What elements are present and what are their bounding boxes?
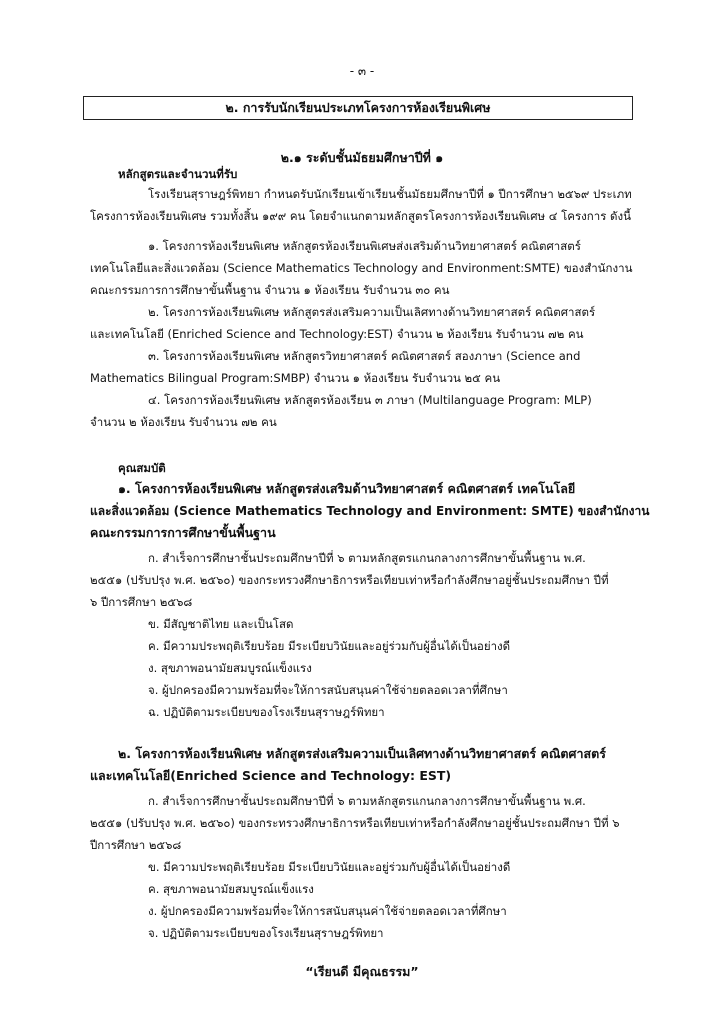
subsection-title: ๒.๑ ระดับชั้นมัธยมศึกษาปีที่ ๑	[280, 150, 444, 165]
criterion-line: ค. สุขภาพอนามัยสมบูรณ์แข็งแรง	[148, 882, 314, 896]
program-item-line: คณะกรรมการการศึกษาขั้นพื้นฐาน จำนวน ๑ ห้องเรียน รับจำนวน ๓๐ คน	[90, 283, 450, 297]
criterion-line: ๖ ปีการศึกษา ๒๕๖๘	[90, 595, 193, 609]
curriculum-intro-line: โครงการห้องเรียนพิเศษ รวมทั้งสิ้น ๑๙๙ คน โดยจำแนกตามหลักสูตรโครงการห้องเรียนพิเศษ ๔ โครงการ ดังนี้	[90, 209, 631, 223]
criterion-line: ก. สำเร็จการศึกษาชั้นประถมศึกษาปีที่ ๖ ตามหลักสูตรแกนกลางการศึกษาขั้นพื้นฐาน พ.ศ.	[148, 794, 586, 808]
criterion-line: ก. สำเร็จการศึกษาชั้นประถมศึกษาปีที่ ๖ ตามหลักสูตรแกนกลางการศึกษาขั้นพื้นฐาน พ.ศ.	[148, 551, 586, 565]
curriculum-heading: หลักสูตรและจำนวนที่รับ	[118, 167, 238, 181]
page-number: - ๓ -	[349, 64, 375, 78]
criterion-line: ข. มีสัญชาติไทย และเป็นโสด	[148, 617, 294, 631]
criterion-line: ปีการศึกษา ๒๕๖๘	[90, 838, 182, 852]
program-item-line: ๑. โครงการห้องเรียนพิเศษ หลักสูตรห้องเรียนพิเศษส่งเสริมด้านวิทยาศาสตร์ คณิตศาสตร์	[148, 239, 581, 253]
section-title-box: ๒. การรับนักเรียนประเภทโครงการห้องเรียนพิเศษ	[83, 96, 633, 120]
criterion-line: ข. มีความประพฤติเรียบร้อย มีระเบียบวินัยและอยู่ร่วมกับผู้อื่นได้เป็นอย่างดี	[148, 860, 511, 874]
qualification-title-line: ๒. โครงการห้องเรียนพิเศษ หลักสูตรส่งเสริมความเป็นเลิศทางด้านวิทยาศาสตร์ คณิตศาสตร์	[118, 746, 606, 761]
program-item-line: ๒. โครงการห้องเรียนพิเศษ หลักสูตรส่งเสริมความเป็นเลิศทางด้านวิทยาศาสตร์ คณิตศาสตร์	[148, 305, 596, 319]
program-item-line: ๓. โครงการห้องเรียนพิเศษ หลักสูตรวิทยาศาสตร์ คณิตศาสตร์ สองภาษา (Science and	[148, 349, 581, 363]
criterion-line: ง. สุขภาพอนามัยสมบูรณ์แข็งแรง	[148, 661, 312, 675]
program-item-line: จำนวน ๒ ห้องเรียน รับจำนวน ๗๒ คน	[90, 415, 277, 429]
criterion-line: ๒๕๕๑ (ปรับปรุง พ.ศ. ๒๕๖๐) ของกระทรวงศึกษาธิการหรือเทียบเท่าหรือกำลังศึกษาอยู่ชั้นประถมศึกษา ปีที่ ๖	[90, 816, 620, 830]
criterion-line: ง. ผู้ปกครองมีความพร้อมที่จะให้การสนับสนุนค่าใช้จ่ายตลอดเวลาที่ศึกษา	[148, 904, 507, 918]
curriculum-intro-line: โรงเรียนสุราษฎร์พิทยา กำหนดรับนักเรียนเข้าเรียนชั้นมัธยมศึกษาปีที่ ๑ ปีการศึกษา ๒๕๖๙ ประเภท	[148, 187, 632, 201]
qualification-title-line: และเทคโนโลยี(Enriched Science and Technology: EST)	[90, 768, 452, 783]
criterion-line: จ. ผู้ปกครองมีความพร้อมที่จะให้การสนับสนุนค่าใช้จ่ายตลอดเวลาที่ศึกษา	[148, 683, 508, 697]
program-item-line: เทคโนโลยีและสิ่งแวดล้อม (Science Mathematics Technology and Environment:SMTE) ของสำนักงาน	[90, 261, 633, 275]
qualification-title-line: ๑. โครงการห้องเรียนพิเศษ หลักสูตรส่งเสริมด้านวิทยาศาสตร์ คณิตศาสตร์ เทคโนโลยี	[118, 481, 576, 496]
qualification-title-line: คณะกรรมการการศึกษาขั้นพื้นฐาน	[90, 525, 276, 540]
program-item-line: Mathematics Bilingual Program:SMBP) จำนวน ๑ ห้องเรียน รับจำนวน ๒๕ คน	[90, 371, 501, 385]
footer-motto: “เรียนดี มีคุณธรรม”	[305, 964, 419, 979]
criterion-line: ๒๕๕๑ (ปรับปรุง พ.ศ. ๒๕๖๐) ของกระทรวงศึกษาธิการหรือเทียบเท่าหรือกำลังศึกษาอยู่ชั้นประถมศึกษา ปีที่	[90, 573, 609, 587]
criterion-line: ค. มีความประพฤติเรียบร้อย มีระเบียบวินัยและอยู่ร่วมกับผู้อื่นได้เป็นอย่างดี	[148, 639, 511, 653]
program-item-line: และเทคโนโลยี (Enriched Science and Technology:EST) จำนวน ๒ ห้องเรียน รับจำนวน ๗๒ คน	[90, 327, 584, 341]
qualification-title-line: และสิ่งแวดล้อม (Science Mathematics Technology and Environment: SMTE) ของสำนักงาน	[90, 504, 650, 518]
program-item-line: ๔. โครงการห้องเรียนพิเศษ หลักสูตรห้องเรียน ๓ ภาษา (Multilanguage Program: MLP)	[148, 393, 592, 407]
qualifications-heading: คุณสมบัติ	[118, 461, 166, 475]
criterion-line: ฉ. ปฏิบัติตามระเบียบของโรงเรียนสุราษฎร์พิทยา	[148, 705, 385, 719]
criterion-line: จ. ปฏิบัติตามระเบียบของโรงเรียนสุราษฎร์พิทยา	[148, 926, 384, 940]
